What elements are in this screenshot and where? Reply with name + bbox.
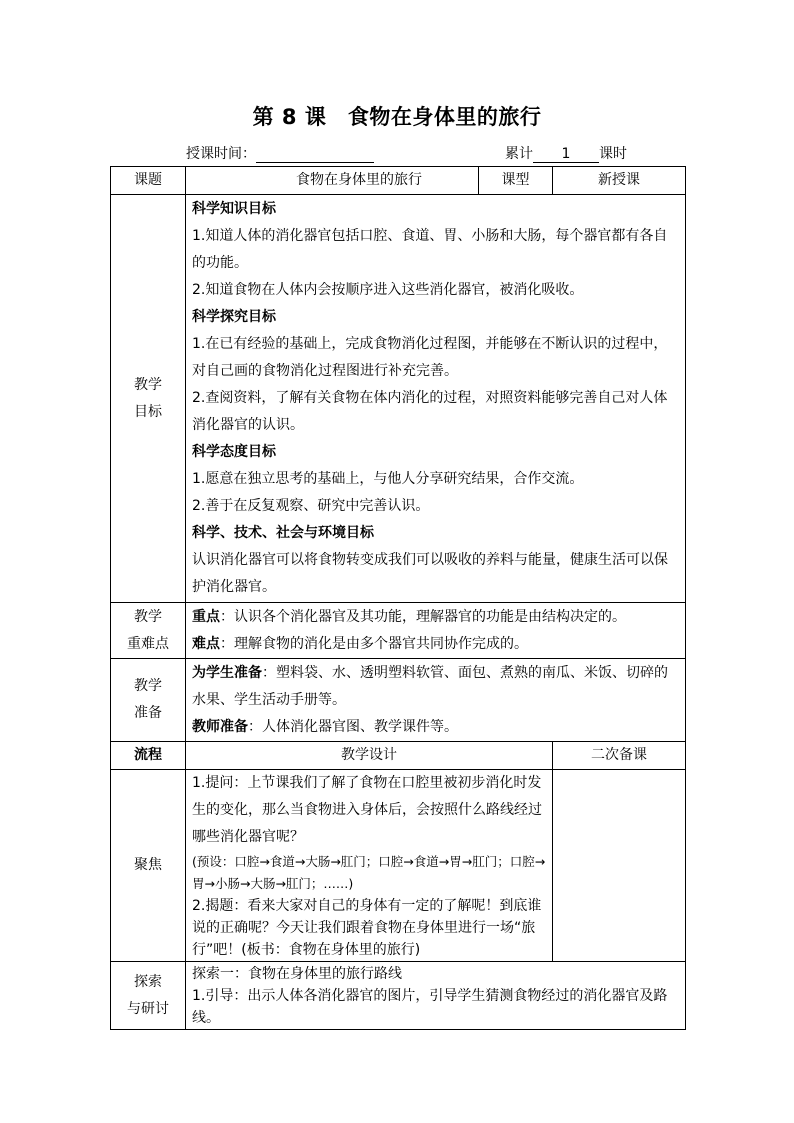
objectives-content [186, 195, 686, 603]
page-title: 第 8 课 食物在身体里的旅行 [252, 105, 542, 129]
student-preparation [192, 660, 679, 714]
inquiry-item-2: 2.查阅资料，了解有关食物在体内消化的过程，对照资料能够完善自己对人体消化器官的认识。 [192, 390, 668, 433]
preparation-content [186, 659, 686, 742]
attitude-title: 科学态度目标 [192, 444, 276, 460]
explore-content [186, 962, 686, 1030]
difficult-point-label: 难点 [192, 635, 220, 652]
design-header: 教学设计 [186, 742, 553, 770]
topic-value: 食物在身体里的旅行 [186, 167, 479, 195]
explore-label-line1: 探索 [134, 973, 162, 990]
knowledge-item-1: 1.知道人体的消化器官包括口腔、食道、胃、小肠和大肠，每个器官都有各自的功能。 [192, 228, 668, 271]
key-points-row [111, 603, 686, 659]
lesson-plan-table [110, 166, 686, 1030]
key-point [192, 604, 679, 631]
key-points-label-line1: 教学 [134, 608, 162, 625]
teacher-preparation-text: ：人体消化器官图、教学课件等。 [248, 718, 458, 735]
flow-header-row [111, 742, 686, 770]
objectives-label [111, 195, 186, 603]
focus-item-1-preset: (预设：口腔→食道→大肠→肛门；口腔→食道→胃→肛门；口腔→胃→小肠→大肠→肛门；……) [192, 854, 546, 891]
lesson-count-value: 1 [533, 146, 599, 163]
key-points-label-line2: 重难点 [127, 635, 169, 652]
preparation-label-line2: 准备 [134, 705, 162, 721]
explore-label-line2: 与研讨 [127, 1000, 169, 1017]
explore-heading: 探索一：食物在身体里的旅行路线 [192, 965, 402, 982]
key-point-label: 重点 [192, 608, 220, 625]
topic-label: 课题 [111, 167, 186, 195]
focus-item-2: 2.揭题：看来大家对自己的身体有一定的了解呢！到底谁说的正确呢？今天让我们跟着食物在身体里进行一场“旅行”吧！(板书：食物在身体里的旅行) [192, 898, 542, 958]
explore-row [111, 962, 686, 1030]
objectives-label-line2: 目标 [134, 403, 162, 420]
lesson-count-unit: 课时 [599, 146, 627, 162]
attitude-item-2: 2.善于在反复观察、研究中完善认识。 [192, 498, 430, 514]
preparation-label [111, 659, 186, 742]
sts-title: 科学、技术、社会与环境目标 [192, 525, 374, 541]
inquiry-item-1: 1.在已有经验的基础上，完成食物消化过程图，并能够在不断认识的过程中，对自己画的食物消化过程图进行补充完善。 [192, 336, 668, 379]
focus-second-prep [553, 770, 686, 962]
teaching-time-blank [256, 148, 374, 163]
focus-row [111, 770, 686, 962]
difficult-point [192, 631, 679, 658]
objectives-label-line1: 教学 [134, 376, 162, 393]
lesson-count [505, 143, 627, 163]
focus-content [186, 770, 553, 962]
explore-item-1: 1.引导：出示人体各消化器官的图片，引导学生猜测食物经过的消化器官及路线。 [192, 987, 668, 1026]
sts-item-1: 认识消化器官可以将食物转变成我们可以吸收的养料与能量，健康生活可以保护消化器官。 [192, 552, 668, 595]
teaching-time [186, 143, 374, 163]
flow-header: 流程 [111, 742, 186, 770]
knowledge-title: 科学知识目标 [192, 201, 276, 217]
student-preparation-text: ：塑料袋、水、透明塑料软管、面包、煮熟的南瓜、米饭、切碎的水果、学生活动手册等。 [192, 664, 668, 708]
teacher-preparation-label: 教师准备 [192, 718, 248, 735]
topic-row [111, 167, 686, 195]
inquiry-title: 科学探究目标 [192, 309, 276, 325]
teacher-preparation [192, 714, 679, 741]
focus-item-1: 1.提问：上节课我们了解了食物在口腔里被初步消化时发生的变化，那么当食物进入身体后，会按照什么路线经过哪些消化器官呢？ [192, 775, 542, 845]
objectives-row [111, 195, 686, 603]
lesson-meta [0, 143, 794, 163]
knowledge-item-2: 2.知道食物在人体内会按顺序进入这些消化器官，被消化吸收。 [192, 282, 584, 298]
student-preparation-label: 为学生准备 [192, 664, 262, 681]
explore-label [111, 962, 186, 1030]
preparation-label-line1: 教学 [134, 678, 162, 694]
key-point-text: ：认识各个消化器官及其功能，理解器官的功能是由结构决定的。 [220, 608, 626, 625]
difficult-point-text: ：理解食物的消化是由多个器官共同协作完成的。 [220, 635, 528, 652]
lesson-count-label: 累计 [505, 146, 533, 162]
teaching-time-label: 授课时间： [186, 146, 256, 162]
attitude-item-1: 1.愿意在独立思考的基础上，与他人分享研究结果，合作交流。 [192, 471, 584, 487]
preparation-row [111, 659, 686, 742]
type-label: 课型 [479, 167, 553, 195]
focus-label: 聚焦 [111, 770, 186, 962]
key-points-content [186, 603, 686, 659]
second-prep-header: 二次备课 [553, 742, 686, 770]
type-value: 新授课 [553, 167, 686, 195]
key-points-label [111, 603, 186, 659]
